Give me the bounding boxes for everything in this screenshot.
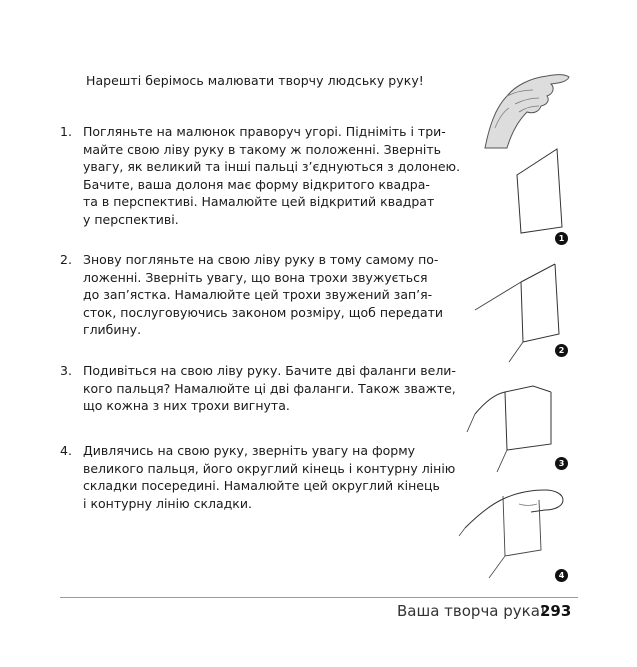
intro-heading: Нарешті берімось малювати творчу людську руку! xyxy=(86,73,424,88)
step-1 xyxy=(60,123,460,228)
step-number: 4. xyxy=(60,443,72,458)
step-3 xyxy=(60,362,456,415)
step-number: 2. xyxy=(60,252,72,267)
figure-badge-3: 3 xyxy=(555,457,568,470)
footer-book-title: Ваша творча рука! xyxy=(397,602,546,620)
step-text: Знову погляньте на свою ліву руку в тому самому по- ложенні. Зверніть увагу, що вона трохи звужується до зап’ястка. Намалюйте цей трохи звужений зап’я- сток, послуговуючись законом розміру, щоб передати глибину. xyxy=(83,252,444,337)
step-text: Погляньте на малюнок праворуч угорі. Підніміть і три- майте свою ліву руку в такому ж положенні. Зверніть увагу, як великий та інші пальці з’єднуються з долонею. Бачите, ваша долоня має форму відкритого квадра- та в перспективі. Намалюйте цей відкритий квадрат у перспективі. xyxy=(83,124,461,227)
step-2 xyxy=(60,251,443,339)
step-number: 1. xyxy=(60,124,72,139)
step-number: 3. xyxy=(60,363,72,378)
figure-badge-2: 2 xyxy=(555,344,568,357)
step-text: Дивлячись на свою руку, зверніть увагу на форму великого пальця, його округлий кінець і контурну лінію складки посередині. Намалюйте цей округлий кінець і контурну лінію складки. xyxy=(83,443,456,511)
hand-reference-illustration xyxy=(455,68,573,150)
step-4 xyxy=(60,442,455,512)
step-text: Подивіться на свою ліву руку. Бачите дві фаланги вели- кого пальця? Намалюйте ці дві фаланги. Також зважте, що кожна з них трохи вигнута. xyxy=(83,363,456,413)
footer-divider xyxy=(60,597,578,598)
page-number: 293 xyxy=(540,602,572,620)
figure-badge-4: 4 xyxy=(555,569,568,582)
step-4-figure xyxy=(455,470,573,580)
figure-badge-1: 1 xyxy=(555,232,568,245)
